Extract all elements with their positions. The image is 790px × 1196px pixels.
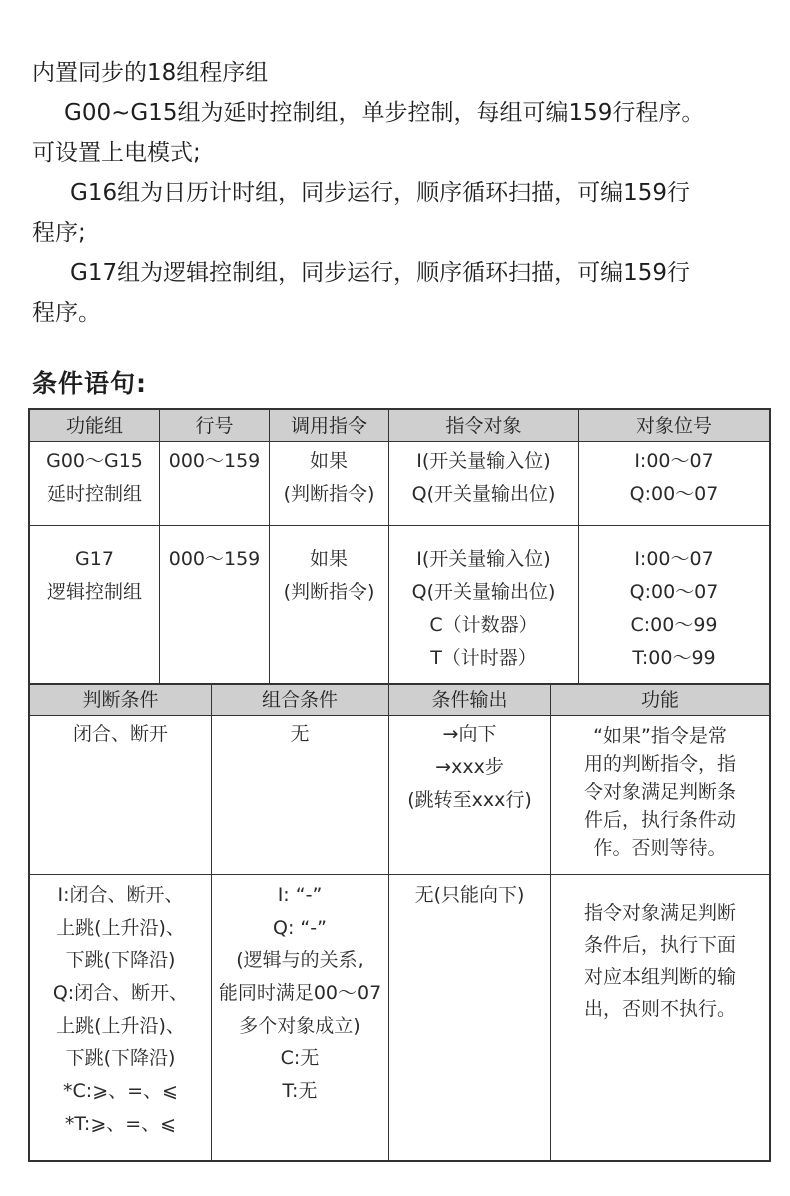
table1-row2-call: 如果 (判断指令) xyxy=(283,548,375,603)
table1-row1-positions: I:00～07 Q:00～07 xyxy=(629,450,719,505)
table2-header-condition: 判断条件 xyxy=(82,689,159,711)
table1-row2-objects: I(开关量输入位) Q(开关量输出位) C（计数器） T（计时器） xyxy=(411,548,556,669)
table2-row2-combo: I: “-” Q: “-” (逻辑与的关系, 能同时满足00～07 多个对象成立) C:无 T:无 xyxy=(218,884,382,1103)
table-conditions xyxy=(28,683,771,1162)
intro-title: 内置同步的18组程序组 xyxy=(32,60,269,86)
intro-line-g16-cont: 程序; xyxy=(32,220,86,246)
table2-header-function: 功能 xyxy=(640,689,679,711)
table1-row2-group: G17 逻辑控制组 xyxy=(46,548,142,603)
table1-row1-call: 如果 (判断指令) xyxy=(283,450,375,505)
table2-row1-function: “如果”指令是常 用的判断指令，指 令对象满足判断条 件后，执行条件动 作。否则等待。 xyxy=(583,725,736,859)
table1-header-line-no: 行号 xyxy=(195,415,234,437)
table1-row1-line-no: 000～159 xyxy=(168,450,261,472)
intro-line-g17-cont: 程序。 xyxy=(32,300,101,326)
table2-row2-condition: I:闭合、断开、 上跳(上升沿)、 下跳(下降沿) Q:闭合、断开、 上跳(上升沿)、 下跳(下降沿) *C:⩾、=、⩽ *T:⩾、=、⩽ xyxy=(52,884,189,1135)
table2-row2-output: 无(只能向下) xyxy=(414,884,525,906)
intro-line-poweron: 可设置上电模式; xyxy=(32,140,201,166)
table1-header-group: 功能组 xyxy=(65,415,123,437)
table2-row2-function: 指令对象满足判断 条件后，执行下面 对应本组判断的输 出，否则不执行。 xyxy=(583,902,736,1020)
table1-header-call: 调用指令 xyxy=(290,415,367,437)
intro-line-g16: G16组为日历计时组，同步运行，顺序循环扫描，可编159行 xyxy=(70,180,690,206)
table2-row1-combo: 无 xyxy=(290,723,310,745)
table2-header-output: 条件输出 xyxy=(431,689,508,711)
table-instruction-objects xyxy=(28,408,771,685)
table1-row1-group: G00～G15 延时控制组 xyxy=(46,450,143,505)
table2-row1-condition: 闭合、断开 xyxy=(72,723,168,745)
section-heading: 条件语句: xyxy=(32,369,147,398)
table1-row2-line-no: 000～159 xyxy=(168,548,261,570)
intro-line-g00: G00~G15组为延时控制组，单步控制，每组可编159行程序。 xyxy=(64,100,705,126)
intro-line-g17: G17组为逻辑控制组，同步运行，顺序循环扫描，可编159行 xyxy=(70,260,690,286)
table1-header-positions: 对象位号 xyxy=(635,415,712,437)
table1-row1-objects: I(开关量输入位) Q(开关量输出位) xyxy=(411,450,556,505)
table1-header-objects: 指令对象 xyxy=(445,415,522,437)
table1-row2-positions: I:00～07 Q:00～07 C:00～99 T:00～99 xyxy=(629,548,719,669)
table2-row1-output: →向下 →xxx步 (跳转至xxx行) xyxy=(407,723,532,811)
table2-header-combo: 组合条件 xyxy=(261,689,338,711)
